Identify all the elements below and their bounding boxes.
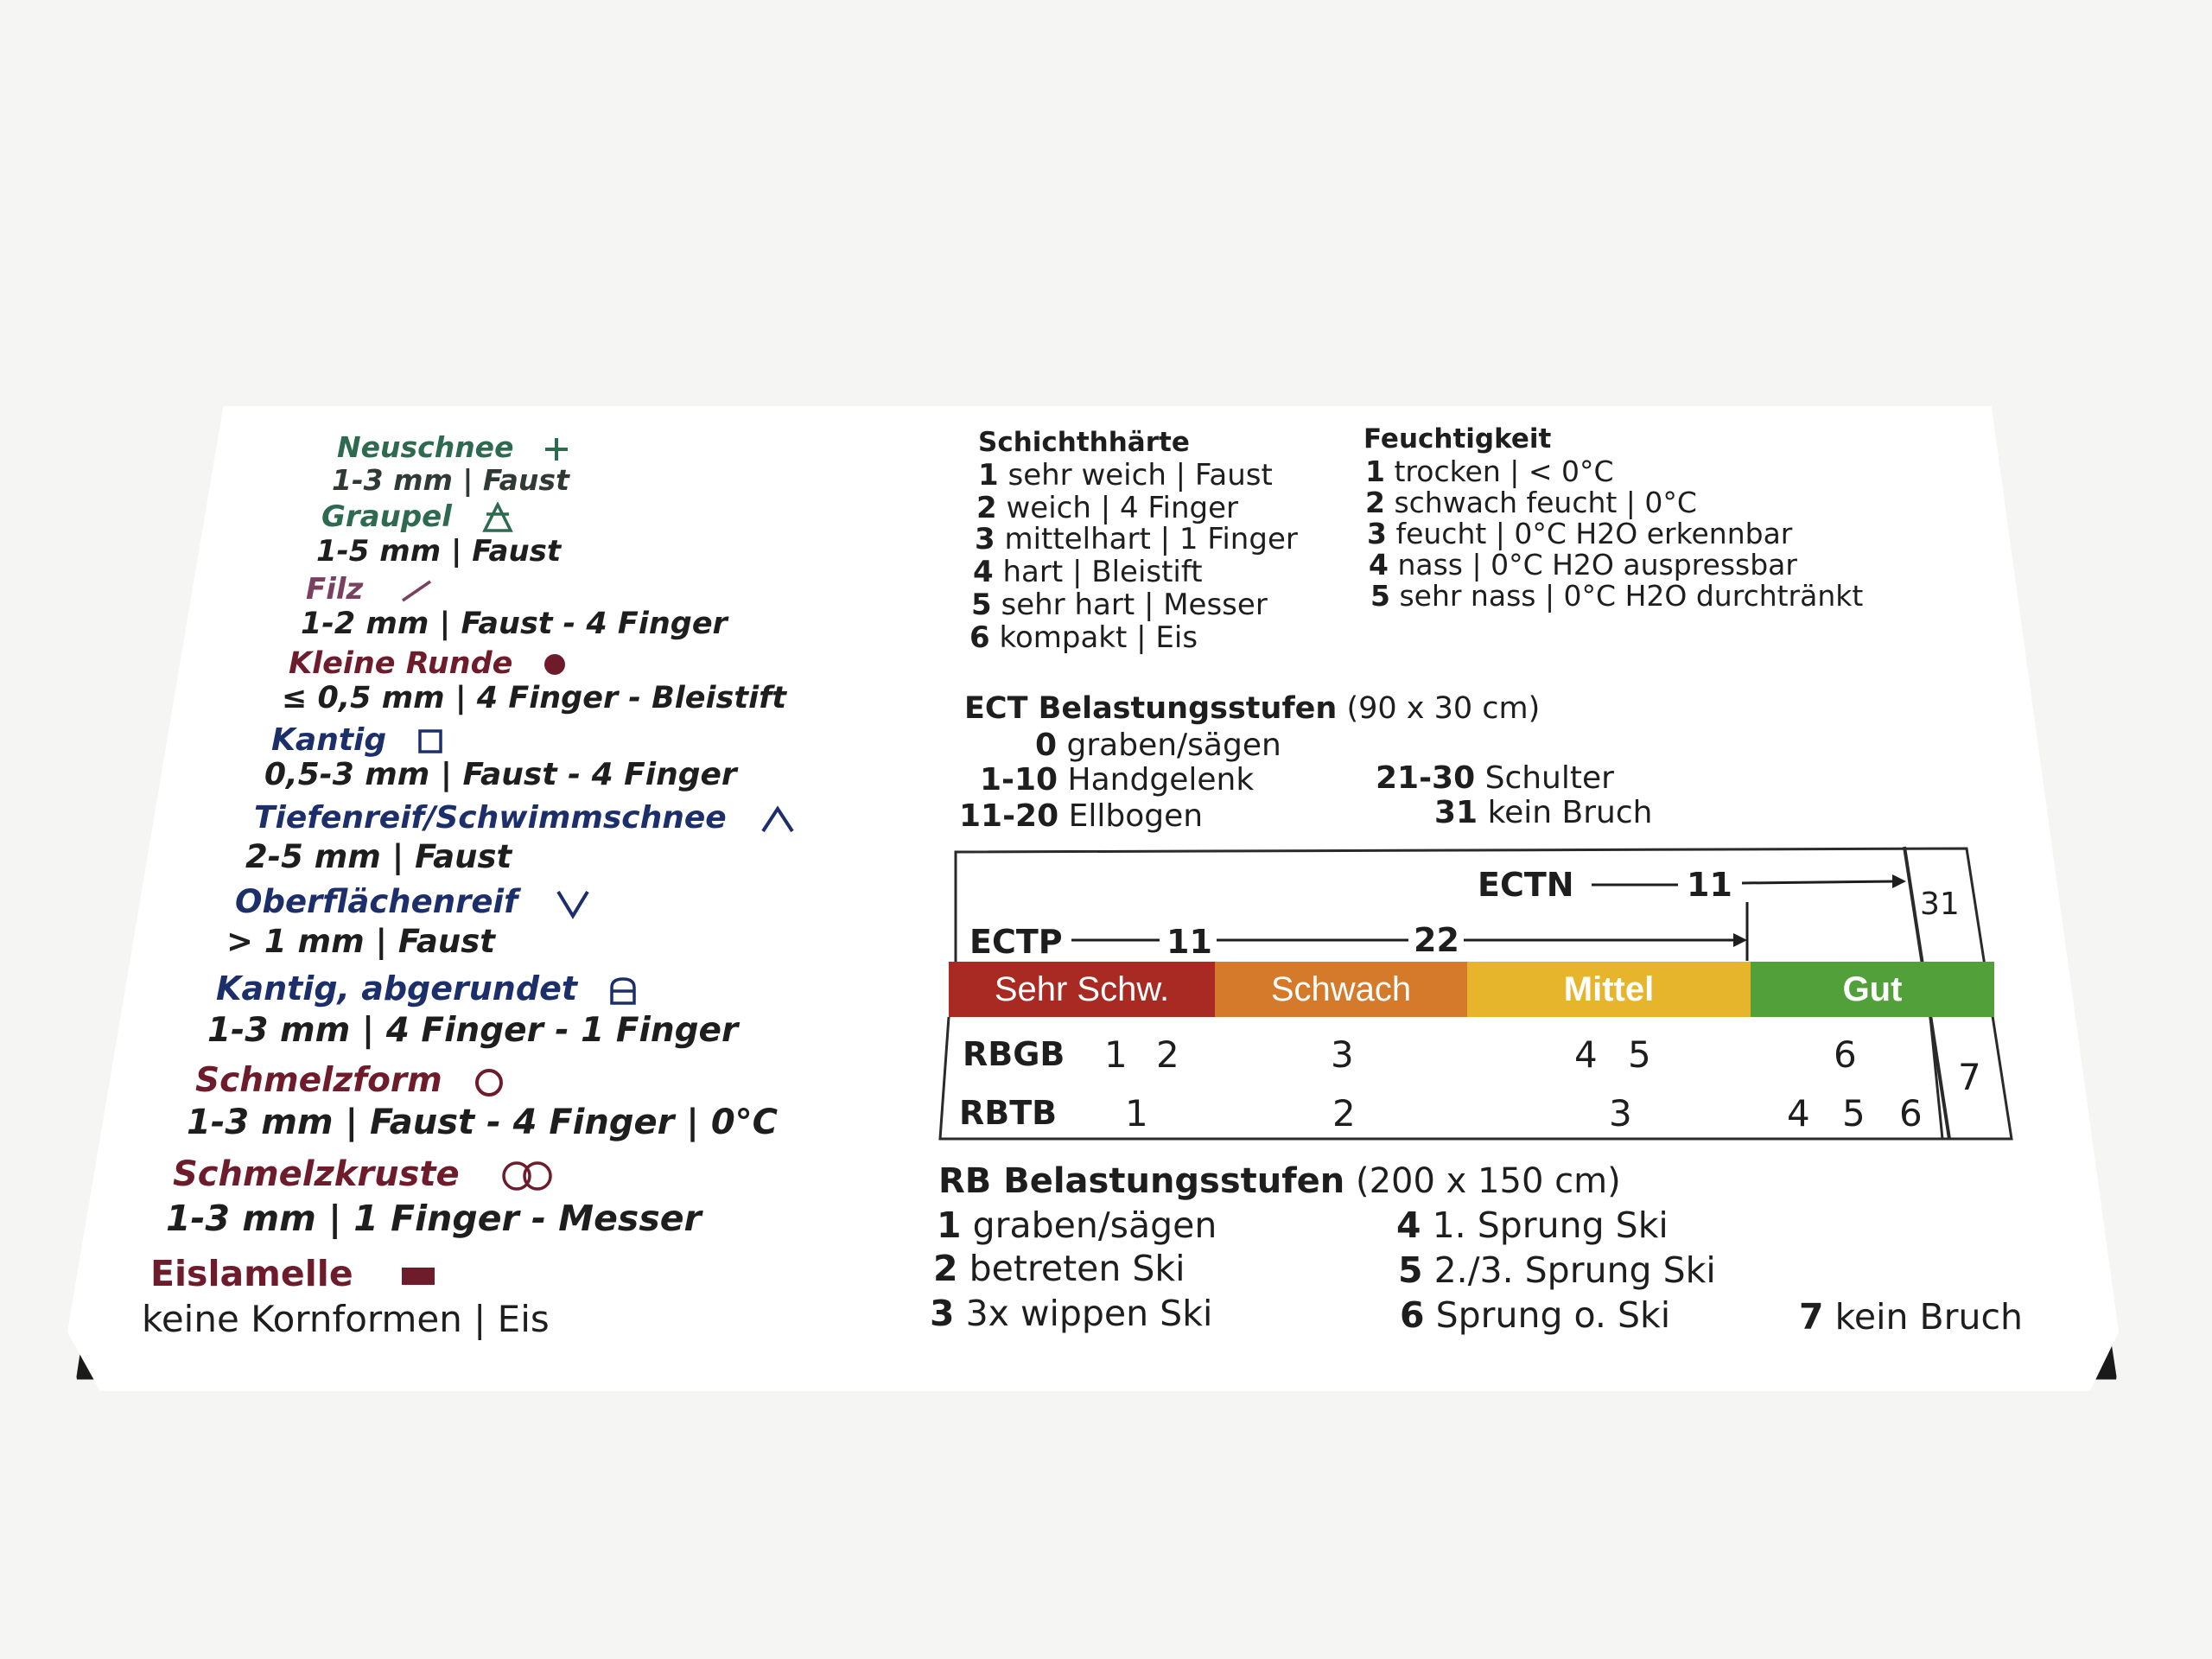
grain-name-eislamelle: Eislamelle: [150, 1253, 436, 1294]
grain-desc-neuschnee: 1-3 mm | Faust: [332, 463, 569, 497]
grain-name-kantig-abgerundet: Kantig, abgerundet: [216, 969, 639, 1007]
rb-seven-value: 7: [1958, 1056, 1981, 1098]
rb-item: 6 Sprung o. Ski: [1400, 1294, 1671, 1336]
ectn-value: 11: [1687, 866, 1732, 904]
grain-name-kleine-runde: Kleine Runde: [289, 646, 567, 681]
rbgb-value: 6: [1834, 1033, 1857, 1076]
ect-top-right-value: 31: [1920, 887, 1960, 922]
grain-desc-filz: 1-2 mm | Faust - 4 Finger: [301, 607, 728, 641]
rbtb-value: 1: [1125, 1092, 1148, 1135]
rbgb-value: 5: [1628, 1033, 1651, 1076]
rbtb-value: 2: [1332, 1092, 1356, 1135]
rbtb-label: RBTB: [959, 1094, 1058, 1132]
grain-desc-kantig: 0,5-3 mm | Faust - 4 Finger: [264, 757, 737, 792]
grain-name-neuschnee: Neuschnee: [337, 430, 570, 464]
rb-title: RB Belastungsstufen (200 x 150 cm): [938, 1161, 1621, 1201]
rb-item: 1 graben/sägen: [937, 1205, 1217, 1246]
grain-desc-eislamelle: keine Kornformen | Eis: [142, 1298, 550, 1340]
grain-desc-tiefenreif: 2-5 mm | Faust: [245, 838, 512, 875]
rb-item: 5 2./3. Sprung Ski: [1398, 1249, 1716, 1291]
grain-desc-kantig-abgerundet: 1-3 mm | 4 Finger - 1 Finger: [207, 1011, 739, 1050]
ectp-value-22: 22: [1414, 921, 1459, 959]
grain-name-kantig: Kantig: [271, 722, 444, 758]
grain-name-oberflaechenreif: Oberflächenreif: [235, 883, 591, 920]
hardness-item: 2 weich | 4 Finger: [976, 491, 1238, 525]
moisture-title: Feuchtigkeit: [1363, 423, 1552, 454]
ect-item: 31 kein Bruch: [1434, 795, 1653, 830]
rbgb-value: 1: [1104, 1033, 1128, 1076]
rbgb-value: 4: [1574, 1033, 1598, 1076]
rb-item: 4 1. Sprung Ski: [1396, 1205, 1669, 1246]
grain-desc-graupel: 1-5 mm | Faust: [316, 534, 562, 569]
band-sehr-schwach: Sehr Schw.: [949, 962, 1215, 1017]
grain-desc-oberflaechenreif: > 1 mm | Faust: [226, 923, 495, 960]
grain-name-filz: Filz: [306, 572, 434, 607]
rb-item: 7 kein Bruch: [1799, 1296, 2023, 1338]
rbgb-value: 3: [1331, 1033, 1354, 1076]
ect-item: 21-30 Schulter: [1376, 760, 1614, 796]
ect-title: ECT Belastungsstufen (90 x 30 cm): [964, 691, 1541, 726]
hardness-title: Schichthhärte: [978, 427, 1190, 458]
rbtb-value: 3: [1609, 1092, 1632, 1135]
moisture-item: 4 nass | 0°C H2O auspressbar: [1369, 548, 1797, 582]
hardness-item: 1 sehr weich | Faust: [978, 458, 1273, 493]
hardness-item: 5 sehr hart | Messer: [971, 588, 1268, 622]
rbtb-value: 5: [1842, 1092, 1866, 1135]
band-mittel: Mittel: [1467, 962, 1751, 1017]
grain-desc-schmelzform: 1-3 mm | Faust - 4 Finger | 0°C: [187, 1103, 779, 1142]
grain-name-schmelzkruste: Schmelzkruste: [173, 1154, 558, 1194]
hardness-item: 3 mittelhart | 1 Finger: [975, 522, 1298, 556]
rbgb-label: RBGB: [963, 1035, 1065, 1073]
grain-desc-kleine-runde: ≤ 0,5 mm | 4 Finger - Bleistift: [282, 681, 787, 715]
rb-item: 2 betreten Ski: [933, 1248, 1185, 1289]
moisture-item: 2 schwach feucht | 0°C: [1365, 486, 1697, 519]
hardness-item: 4 hart | Bleistift: [973, 555, 1203, 589]
band-schwach: Schwach: [1215, 962, 1467, 1017]
band-gut: Gut: [1751, 962, 1994, 1017]
ectp-value-11: 11: [1166, 923, 1212, 961]
ect-item: 11-20 Ellbogen: [959, 798, 1204, 834]
rbgb-value: 2: [1156, 1033, 1179, 1076]
rbtb-value: 4: [1787, 1092, 1810, 1135]
moisture-item: 1 trocken | < 0°C: [1365, 454, 1614, 488]
rb-item: 3 3x wippen Ski: [930, 1293, 1213, 1334]
ectp-label: ECTP: [969, 923, 1063, 961]
ect-item: 1-10 Handgelenk: [980, 762, 1255, 798]
grain-name-schmelzform: Schmelzform: [195, 1061, 505, 1100]
moisture-item: 5 sehr nass | 0°C H2O durchtränkt: [1370, 579, 1864, 613]
grain-name-graupel: Graupel: [321, 499, 514, 535]
grain-desc-schmelzkruste: 1-3 mm | 1 Finger - Messer: [166, 1198, 702, 1239]
ectn-label: ECTN: [1478, 866, 1574, 904]
rbtb-value: 6: [1899, 1092, 1923, 1135]
moisture-item: 3 feucht | 0°C H2O erkennbar: [1367, 517, 1793, 550]
ect-item: 0 graben/sägen: [1035, 728, 1281, 763]
hardness-item: 6 kompakt | Eis: [969, 620, 1198, 655]
grain-name-tiefenreif: Tiefenreif/Schwimmschnee: [254, 800, 796, 836]
